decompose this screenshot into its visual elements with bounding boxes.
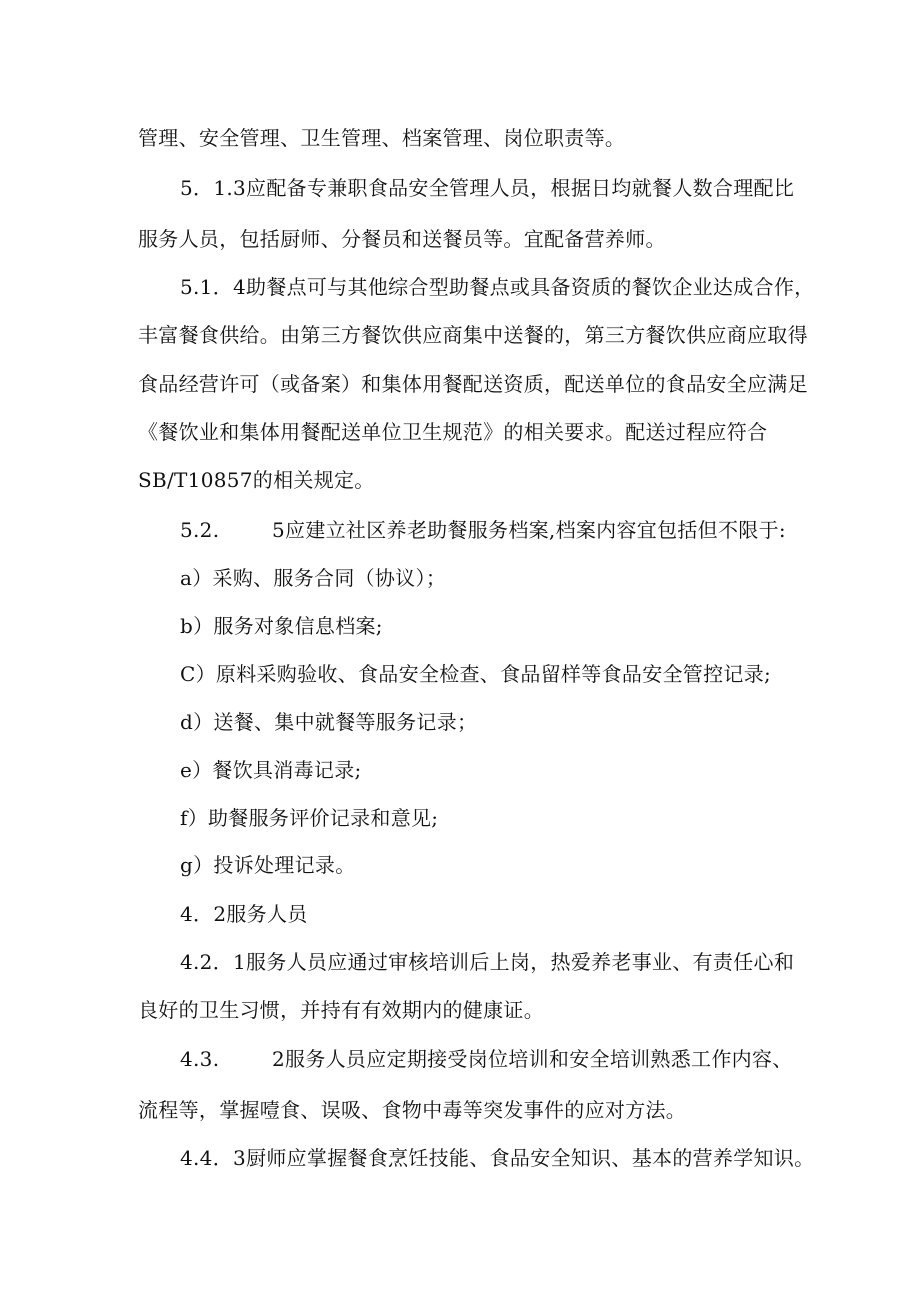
list-item: f）助餐服务评价记录和意见; — [180, 806, 439, 830]
section-number: 5.2. — [180, 518, 220, 542]
section-line — [180, 518, 786, 542]
list-item: b）服务对象信息档案; — [180, 614, 383, 638]
paragraph-line: 管理、安全管理、卫生管理、档案管理、岗位职责等。 — [138, 126, 626, 150]
paragraph-line: 5.1．4助餐点可与其他综合型助餐点或具备资质的餐饮企业达成合作， — [180, 275, 815, 299]
section-heading: 4．2服务人员 — [180, 902, 308, 926]
list-item: a）采购、服务合同（协议）； — [180, 566, 447, 590]
paragraph-line: 食品经营许可（或备案）和集体用餐配送资质，配送单位的食品安全应满足 — [138, 372, 808, 396]
list-item: C）原料采购验收、食品安全检查、食品留样等食品安全管控记录; — [180, 662, 772, 686]
list-item: g）投诉处理记录。 — [180, 853, 356, 877]
list-item: d）送餐、集中就餐等服务记录； — [180, 710, 478, 734]
paragraph-line: 《餐饮业和集体用餐配送单位卫生规范》的相关要求。配送过程应符合 — [138, 420, 768, 444]
section-number: 4.3. — [180, 1047, 220, 1071]
section-line — [180, 1047, 793, 1071]
section-text: 5应建立社区养老助餐服务档案,档案内容宜包括但不限于: — [272, 518, 786, 542]
paragraph-line: 丰富餐食供给。由第三方餐饮供应商集中送餐的，第三方餐饮供应商应取得 — [138, 323, 808, 347]
list-item: e）餐饮具消毒记录; — [180, 758, 362, 782]
paragraph-line: 流程等，掌握噎食、误吸、食物中毒等突发事件的应对方法。 — [138, 1098, 687, 1122]
section-text: 2服务人员应定期接受岗位培训和安全培训熟悉工作内容、 — [272, 1047, 793, 1071]
paragraph-line: 5．1.3应配备专兼职食品安全管理人员，根据日均就餐人数合理配比 — [180, 176, 795, 200]
paragraph-line: 4.2．1服务人员应通过审核培训后上岗，热爱养老事业、有责任心和 — [180, 950, 795, 974]
paragraph-line: 服务人员，包括厨师、分餐员和送餐员等。宜配备营养师。 — [138, 227, 666, 251]
paragraph-line: SB/T10857的相关规定。 — [138, 468, 375, 492]
paragraph-line: 良好的卫生习惯，并持有有效期内的健康证。 — [138, 998, 544, 1022]
paragraph-line: 4.4．3厨师应掌握餐食烹饪技能、食品安全知识、基本的营养学知识。 — [180, 1146, 815, 1170]
